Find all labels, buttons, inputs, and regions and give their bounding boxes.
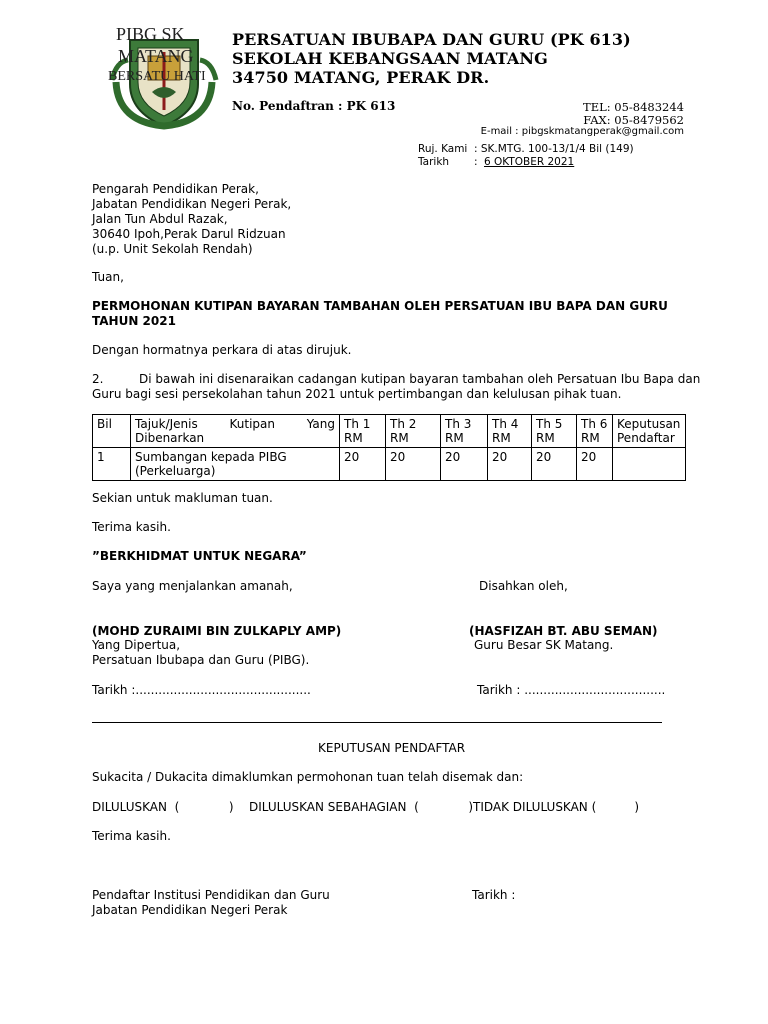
org-name: PERSATUAN IBUBAPA DAN GURU (PK 613) (232, 30, 631, 49)
tel-number: TEL: 05-8483244 (583, 100, 684, 114)
tarikh-colon: : (474, 156, 478, 168)
closing-makluman: Sekian untuk makluman tuan. (92, 491, 273, 505)
cell-th4: 20 (488, 448, 532, 481)
option-diluluskan: DILULUSKAN ( ) (92, 800, 234, 814)
cell-bil: 1 (93, 448, 131, 481)
left-signatory-title-1: Yang Dipertua, (92, 638, 181, 652)
registration-number: No. Pendaftran : PK 613 (232, 99, 396, 113)
option-diluluskan-sebahagian: DILULUSKAN SEBAHAGIAN ( ) (249, 800, 474, 814)
header-tajuk: Tajuk/Jenis Kutipan Yang Dibenarkan (131, 415, 340, 448)
email-address: E-mail : pibgskmatangperak@gmail.com (480, 126, 684, 137)
cell-keputusan (613, 448, 686, 481)
tarikh-label: Tarikh (418, 156, 450, 168)
right-signatory-name: (HASFIZAH BT. ABU SEMAN) (469, 624, 658, 638)
recipient-line-1: Pengarah Pendidikan Perak, (92, 182, 259, 196)
cell-tajuk: Sumbangan kepada PIBG (Perkeluarga) (131, 448, 340, 481)
option-tidak-diluluskan: TIDAK DILULUSKAN ( ) (473, 800, 640, 814)
paragraph-2-number: 2. (92, 372, 104, 386)
header-th2: Th 2 RM (386, 415, 441, 448)
decision-terima-kasih: Terima kasih. (92, 829, 171, 843)
motto: ”BERKHIDMAT UNTUK NEGARA” (92, 549, 307, 563)
school-name: SEKOLAH KEBANGSAAN MATANG (232, 49, 548, 68)
ruj-value: : SK.MTG. 100-13/1/4 Bil (149) (474, 143, 634, 155)
divider-line (92, 722, 662, 723)
cell-th5: 20 (532, 448, 577, 481)
recipient-line-4: 30640 Ipoh,Perak Darul Ridzuan (92, 227, 286, 241)
header-bil: Bil (93, 415, 131, 448)
recipient-line-3: Jalan Tun Abdul Razak, (92, 212, 228, 226)
pendaftar-line-2: Jabatan Pendidikan Negeri Perak (92, 903, 288, 917)
left-tarikh: Tarikh :.............................................. (92, 683, 311, 697)
cell-th1: 20 (340, 448, 386, 481)
header-th6: Th 6 RM (577, 415, 613, 448)
subject-line-2: TAHUN 2021 (92, 314, 176, 328)
header-keputusan: Keputusan Pendaftar (613, 415, 686, 448)
decision-intro: Sukacita / Dukacita dimaklumkan permohonan tuan telah disemak dan: (92, 770, 524, 784)
right-signatory-intro: Disahkan oleh, (479, 579, 568, 593)
header-th5: Th 5 RM (532, 415, 577, 448)
paragraph-2-line-2: Guru bagi sesi persekolahan tahun 2021 untuk pertimbangan dan kelulusan pihak tuan. (92, 387, 622, 401)
letter-date: 6 OKTOBER 2021 (484, 156, 575, 168)
decision-tarikh: Tarikh : (472, 888, 516, 902)
pendaftar-line-1: Pendaftar Institusi Pendidikan dan Guru (92, 888, 330, 902)
fax-number: FAX: 05-8479562 (583, 113, 684, 127)
salutation: Tuan, (92, 270, 124, 284)
logo-text-pibg: PIBG SK (116, 24, 185, 44)
left-signatory-title-2: Persatuan Ibubapa dan Guru (PIBG). (92, 653, 310, 667)
logo-text-matang: MATANG (118, 46, 194, 66)
table-header-row (93, 415, 686, 448)
subject-line-1: PERMOHONAN KUTIPAN BAYARAN TAMBAHAN OLEH PERSATUAN IBU BAPA DAN GURU (92, 299, 668, 313)
header-th4: Th 4 RM (488, 415, 532, 448)
right-tarikh: Tarikh : ..................................... (477, 683, 666, 697)
cell-th2: 20 (386, 448, 441, 481)
header-th1: Th 1 RM (340, 415, 386, 448)
left-signatory-intro: Saya yang menjalankan amanah, (92, 579, 293, 593)
recipient-line-5: (u.p. Unit Sekolah Rendah) (92, 242, 253, 256)
decision-title: KEPUTUSAN PENDAFTAR (318, 741, 466, 755)
school-logo (108, 22, 220, 132)
left-signatory-name: (MOHD ZURAIMI BIN ZULKAPLY AMP) (92, 624, 342, 638)
right-signatory-title: Guru Besar SK Matang. (474, 638, 614, 652)
header-th3: Th 3 RM (441, 415, 488, 448)
school-address: 34750 MATANG, PERAK DR. (232, 68, 490, 87)
cell-th3: 20 (441, 448, 488, 481)
ruj-label: Ruj. Kami (418, 143, 468, 155)
kutipan-table (92, 414, 686, 481)
logo-text-motto: BERSATU HATI (108, 69, 206, 84)
paragraph-1: Dengan hormatnya perkara di atas dirujuk. (92, 343, 352, 357)
recipient-line-2: Jabatan Pendidikan Negeri Perak, (92, 197, 292, 211)
paragraph-2-line-1: Di bawah ini disenaraikan cadangan kutipan bayaran tambahan oleh Persatuan Ibu Bapa dan (139, 372, 701, 386)
table-row (93, 448, 686, 481)
cell-th6: 20 (577, 448, 613, 481)
closing-terima-kasih: Terima kasih. (92, 520, 171, 534)
